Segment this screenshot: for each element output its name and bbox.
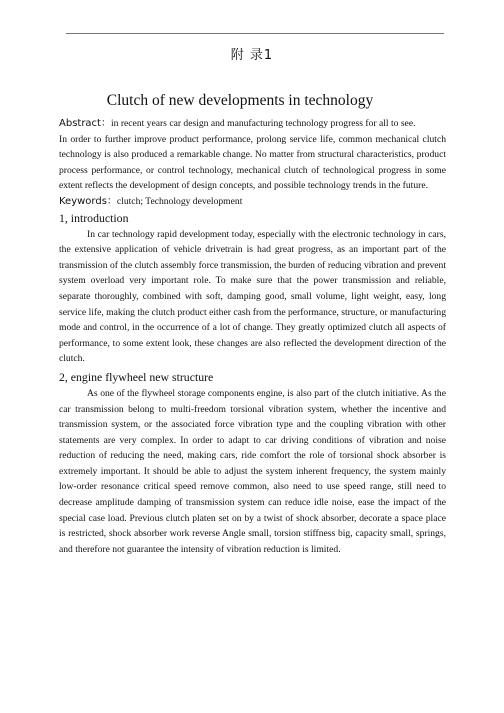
abstract — [59, 116, 446, 132]
document-body — [59, 116, 446, 557]
appendix-label: 附 录1 — [230, 48, 274, 63]
intro-paragraph: In order to further improve product performance, prolong service life, common mechanical clutch technology is also produced a remarkable change. No matter from structural characteristics, product process performance, or control technology, mechanical clutch of technological progress in some extent reflects the development of design concepts, and possible technology trends in the future. — [59, 133, 446, 192]
section-body-flywheel: As one of the flywheel storage components engine, is also part of the clutch initiative. As the car transmission belong to multi-freedom torsional vibration system, whether the incentive and transmission system, or the associated force vibration type and the coupling vibration with other statements are very complex. In order to adapt to car driving conditions of vibration and noise reduction of reducing the need, making cars, ride comfort the role of torsional shock absorber is extremely important. It should be able to adjust the system inherent frequency, the system mainly low-order resonance critical speed remove common, also need to use speed range, still need to decrease amplitude damping of transmission system can reduce idle noise, ease the impact of the special case load. Previous clutch platen set on by a twist of shock absorber, decorate a space place is restricted, shock absorber work reverse Angle small, torsion stiffness big, capacity small, springs, and therefore not guarantee the intensity of vibration reduction is limited. — [59, 387, 446, 555]
keywords-label: Keywords： — [59, 195, 117, 207]
abstract-text: in recent years car design and manufacturing technology progress for all to see. — [110, 118, 416, 129]
section-heading-flywheel: 2, engine flywheel new structure — [59, 369, 214, 384]
document-title: Clutch of new developments in technology — [106, 92, 374, 109]
header-rule — [66, 33, 444, 34]
section-body-introduction: In car technology rapid development today, especially with the electronic technology in cars, the extensive application of vehicle drivetrain is had great progress, as an important part of the transmission of the clutch assembly force transmission, the burden of reducing vibration and prevent system overload very important role. To make sure that the power transmission and reliable, separate thoroughly, combined with soft, damping good, small volume, light weight, easy, long service life, making the clutch product either cash from the performance, structure, or manufacturing mode and control, in the occurrence of a lot of change. They greatly optimized clutch all aspects of performance, to some extent look, these changes are also reflected the development direction of the clutch. — [59, 228, 446, 365]
keywords — [59, 194, 446, 210]
section-heading-introduction: 1, introduction — [59, 210, 129, 225]
keywords-text: clutch; Technology development — [116, 195, 243, 207]
abstract-label: Abstract： — [59, 118, 111, 129]
